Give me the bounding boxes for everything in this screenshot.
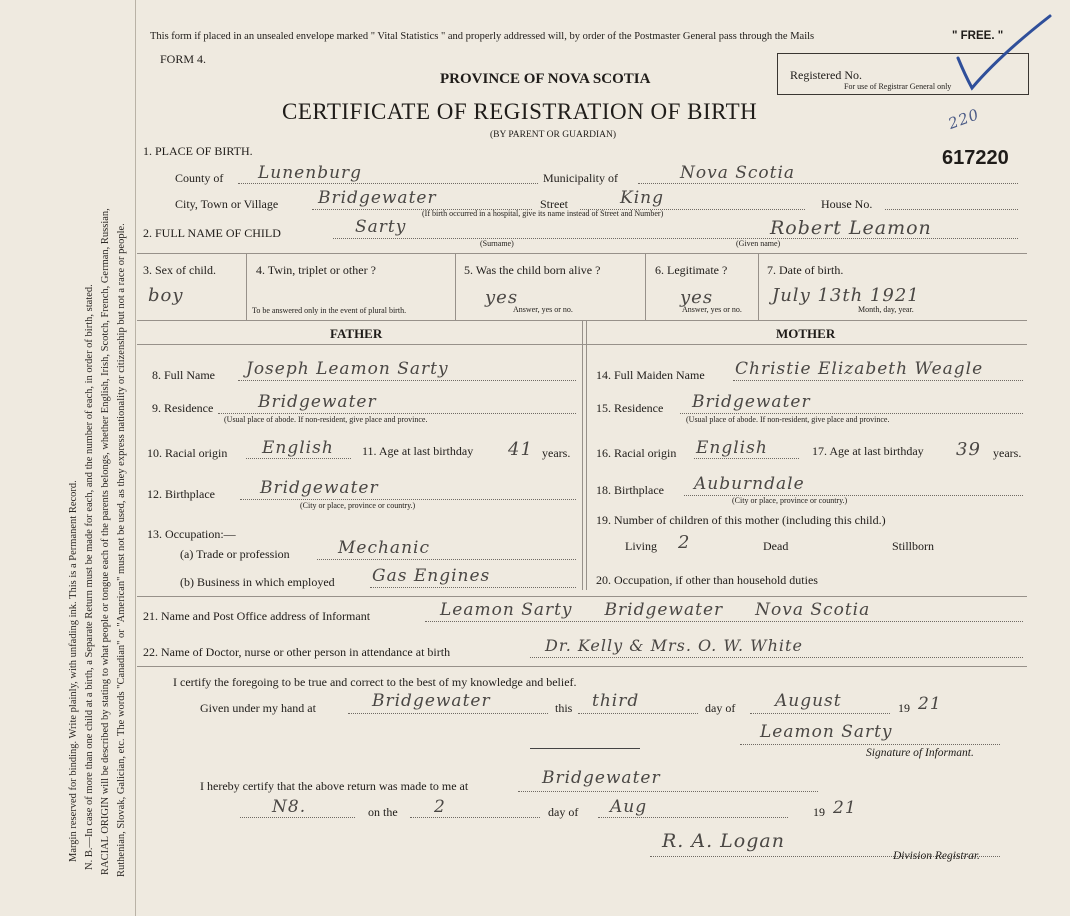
certificate-title: CERTIFICATE OF REGISTRATION OF BIRTH xyxy=(282,99,758,124)
father-occupation-label: 13. Occupation:— xyxy=(147,527,236,541)
alive-note: Answer, yes or no. xyxy=(513,305,573,314)
mother-name-value: Christie Elizabeth Weagle xyxy=(735,359,984,379)
mother-heading: MOTHER xyxy=(776,326,836,341)
registrar-signature: R. A. Logan xyxy=(662,830,785,852)
given-year-value: 21 xyxy=(918,694,942,714)
sex-label: 3. Sex of child. xyxy=(143,263,216,277)
informant-label: 21. Name and Post Office address of Informant xyxy=(143,609,371,623)
margin-note-2: N. B.—In case of more than one child at a birth, a Separate Return must be made for each, and the number of each, in order of birth, stated. xyxy=(84,284,95,870)
mother-age-label: 17. Age at last birthday xyxy=(812,444,924,458)
mother-birthplace-value: Auburndale xyxy=(694,474,805,494)
certificate-number: 617220 xyxy=(942,147,1009,169)
given-name-note: (Given name) xyxy=(736,239,781,248)
father-residence-value: Bridgewater xyxy=(258,392,377,412)
father-age-label: 11. Age at last birthday xyxy=(362,444,474,458)
mail-free: " FREE. " xyxy=(952,30,1004,42)
informant-value: Leamon Sarty Bridgewater Nova Scotia xyxy=(440,600,871,620)
place-heading: 1. PLACE OF BIRTH. xyxy=(143,144,253,158)
street-value: King xyxy=(620,188,664,208)
street-label: Street xyxy=(540,197,568,211)
registered-label: Registered No. xyxy=(790,68,862,82)
alive-label: 5. Was the child born alive ? xyxy=(464,263,601,277)
margin-note-3: RACIAL ORIGIN will be described by stating to what people or tongue each of the parents belongs, whether English, Irish, Scotch, French, German, Russian, xyxy=(100,208,111,875)
city-value: Bridgewater xyxy=(318,188,437,208)
given-day-value: third xyxy=(592,691,640,711)
mother-birthplace-note: (City or place, province or country.) xyxy=(732,496,848,505)
mother-birthplace-label: 18. Birthplace xyxy=(596,483,664,497)
father-age-value: 41 xyxy=(508,439,533,460)
mother-age-value: 39 xyxy=(956,439,981,460)
legit-note: Answer, yes or no. xyxy=(682,305,742,314)
informant-signature: Leamon Sarty xyxy=(760,722,893,742)
father-birthplace-label: 12. Birthplace xyxy=(147,487,215,501)
mother-years: years. xyxy=(993,446,1022,460)
municipality-value: Nova Scotia xyxy=(680,163,796,183)
mother-residence-value: Bridgewater xyxy=(692,392,811,412)
father-name-value: Joseph Leamon Sarty xyxy=(246,359,449,379)
child-surname: Sarty xyxy=(355,217,407,237)
father-name-label: 8. Full Name xyxy=(152,368,215,382)
father-residence-note: (Usual place of abode. If non-resident, give place and province. xyxy=(224,415,428,424)
county-value: Lunenburg xyxy=(258,163,363,183)
registrar-statement: I hereby certify that the above return was made to me at xyxy=(200,779,469,793)
certify-statement: I certify the foregoing to be true and correct to the best of my knowledge and belief. xyxy=(173,675,577,689)
mother-race-label: 16. Racial origin xyxy=(596,446,677,460)
date-label: 7. Date of birth. xyxy=(767,263,844,277)
surname-note: (Surname) xyxy=(480,239,514,248)
father-trade-label: (a) Trade or profession xyxy=(180,547,290,561)
registrar-month-value: Aug xyxy=(610,797,648,817)
registrar-on-the-label: on the xyxy=(368,805,398,819)
house-label: House No. xyxy=(821,197,873,211)
county-label: County of xyxy=(175,171,224,185)
father-race-value: English xyxy=(262,438,334,458)
alive-value: yes xyxy=(485,287,519,308)
mother-occupation-label: 20. Occupation, if other than household duties xyxy=(596,573,818,587)
living-value: 2 xyxy=(678,532,691,553)
date-value: July 13th 1921 xyxy=(772,285,920,306)
registrar-day-of-label: day of xyxy=(548,805,579,819)
date-note: Month, day, year. xyxy=(858,305,914,314)
given-place-value: Bridgewater xyxy=(372,691,491,711)
twin-label: 4. Twin, triplet or other ? xyxy=(256,263,376,277)
father-heading: FATHER xyxy=(330,326,383,341)
father-birthplace-note: (City or place, province or country.) xyxy=(300,501,416,510)
living-label: Living xyxy=(625,539,657,553)
hospital-note: (If birth occurred in a hospital, give its name instead of Street and Number) xyxy=(422,209,664,218)
father-business-value: Gas Engines xyxy=(372,566,491,586)
margin-note-4: Ruthenian, Slovak, Galician, etc. The words "Canadian" or "American" must not be used, as they express nationality or citizenship but not a race or people. xyxy=(116,223,127,877)
certificate-subtitle: (BY PARENT OR GUARDIAN) xyxy=(490,130,617,140)
mother-name-label: 14. Full Maiden Name xyxy=(596,368,705,382)
sex-value: boy xyxy=(148,285,184,306)
mother-residence-note: (Usual place of abode. If non-resident, give place and province. xyxy=(686,415,890,424)
father-business-label: (b) Business in which employed xyxy=(180,575,335,589)
given-under-label: Given under my hand at xyxy=(200,701,316,715)
mother-race-value: English xyxy=(696,438,768,458)
doctor-label: 22. Name of Doctor, nurse or other person in attendance at birth xyxy=(143,645,451,659)
mother-children-label: 19. Number of children of this mother (including this child.) xyxy=(596,513,886,527)
given-day-of-label: day of xyxy=(705,701,736,715)
registrar-day-value: 2 xyxy=(434,797,446,817)
registrar-caption: Division Registrar. xyxy=(893,850,980,862)
father-birthplace-value: Bridgewater xyxy=(260,478,379,498)
registrar-year-prefix: 19 xyxy=(813,805,825,819)
registrar-place-value: Bridgewater xyxy=(542,768,661,788)
legit-value: yes xyxy=(680,287,714,308)
doctor-value: Dr. Kelly & Mrs. O. W. White xyxy=(545,636,803,655)
city-label: City, Town or Village xyxy=(175,197,279,211)
stamp-small-number: 220 xyxy=(945,105,982,133)
margin-note-1: Margin reserved for binding. Write plainly, with unfading ink. This is a Permanent Record. xyxy=(68,480,79,862)
father-residence-label: 9. Residence xyxy=(152,401,214,415)
given-year-prefix: 19 xyxy=(898,701,910,715)
this-label: this xyxy=(555,701,573,715)
child-name-label: 2. FULL NAME OF CHILD xyxy=(143,226,281,240)
father-trade-value: Mechanic xyxy=(338,538,430,558)
father-race-label: 10. Racial origin xyxy=(147,446,228,460)
stillborn-label: Stillborn xyxy=(892,539,935,553)
dead-label: Dead xyxy=(763,539,789,553)
mother-residence-label: 15. Residence xyxy=(596,401,664,415)
informant-signature-caption: Signature of Informant. xyxy=(866,747,974,759)
province-heading: PROVINCE OF NOVA SCOTIA xyxy=(440,71,651,87)
registration-number-value: N8. xyxy=(272,797,307,817)
given-month-value: August xyxy=(775,691,842,711)
form-number: FORM 4. xyxy=(160,52,207,66)
registrar-year-value: 21 xyxy=(833,798,857,818)
municipality-label: Municipality of xyxy=(543,171,618,185)
mail-notice: This form if placed in an unsealed envelope marked " Vital Statistics " and properly addressed will, by order of the Postmaster General pass through the Mails xyxy=(150,31,815,42)
registered-note: For use of Registrar General only xyxy=(844,82,952,91)
child-given-name: Robert Leamon xyxy=(770,217,932,239)
twin-note: To be answered only in the event of plural birth. xyxy=(252,306,407,315)
legit-label: 6. Legitimate ? xyxy=(655,263,728,277)
father-years: years. xyxy=(542,446,571,460)
